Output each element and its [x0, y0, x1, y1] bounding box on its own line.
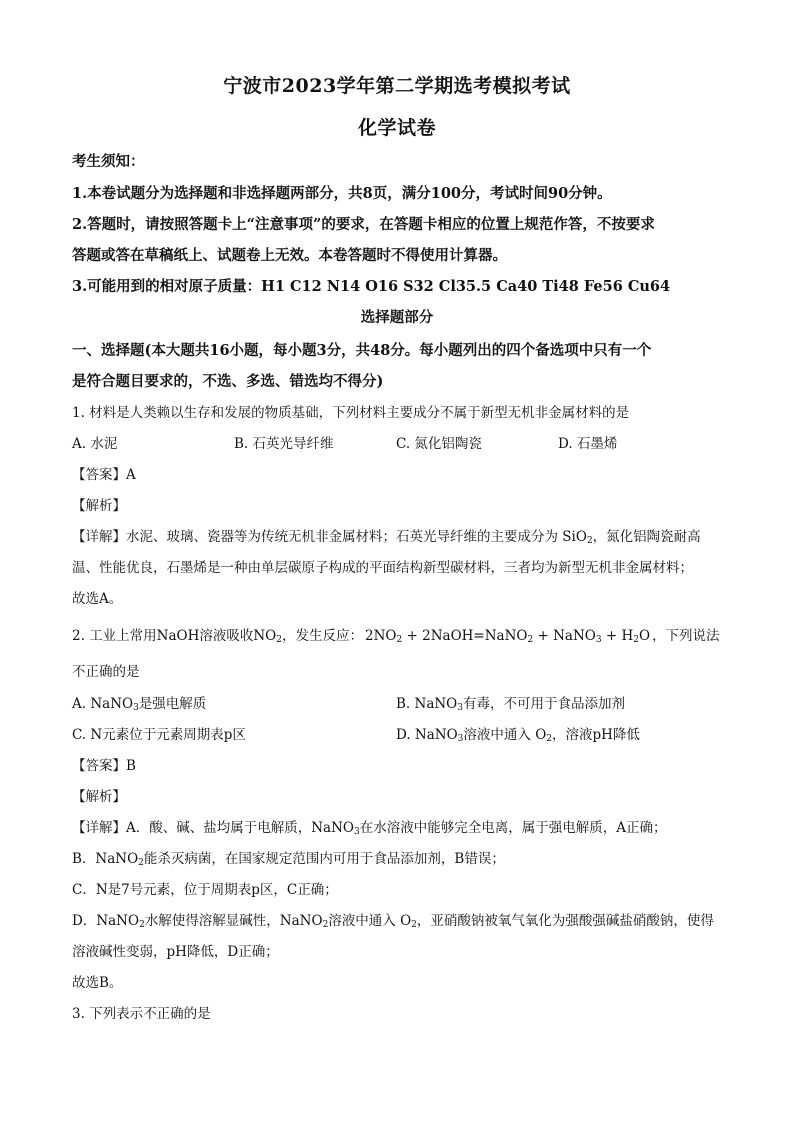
notice-line-2: 2.答题时，请按照答题卡上“注意事项”的要求，在答题卡相应的位置上规范作答，不按要求 [72, 216, 655, 233]
q2-equation: $2NO_2$ + 2NaOH=NaNO$_2$ + NaNO$_3$ + $H_2O$ [365, 628, 651, 645]
notice-line-2b: 答题或答在草稿纸上、试题卷上无效。本卷答题时不得使用计算器。 [72, 247, 507, 264]
q2-option-b: B. NaNO$_3$有毒，不可用于食品添加剂 [396, 696, 625, 713]
q2-detail-d-2: 溶液碱性变弱，pH降低，D正确； [72, 944, 279, 960]
q1-option-d: D. 石墨烯 [558, 436, 618, 452]
q2-stem: 2. 工业上常用NaOH溶液吸收$NO_2$，发生反应： $2NO_2$ + 2NaOH=NaNO$_2$ + NaNO$_3$ + $H_2O$ ，下列说法 [72, 628, 720, 645]
q1-detail-1: 【详解】水泥、玻璃、瓷器等为传统无机非金属材料；石英光导纤维的主要成分为 SiO$_2$，氮化铝陶瓷耐高 [72, 529, 701, 546]
section-desc-2: 是符合题目要求的，不选、多选、错选均不得分) [72, 373, 384, 390]
q2-option-d: D. NaNO$_3$溶液中通入 $O_2$，溶液pH降低 [396, 727, 640, 744]
q1-option-a: A. 水泥 [72, 436, 118, 452]
notice-line-3: 3.可能用到的相对原子质量：H1 C12 N14 O16 S32 Cl35.5 Ca40 Ti48 Fe56 Cu64 [72, 278, 671, 295]
q2-detail-d: D．NaNO$_2$水解使得溶解显碱性，NaNO$_2$溶液中通入 $O_2$，亚硝酸钠被氧气氧化为强酸强碱盐硝酸钠，使得 [72, 913, 714, 930]
q1-analysis-label: 【解析】 [72, 498, 126, 514]
q2-analysis-label: 【解析】 [72, 789, 126, 805]
notice-line-1: 1.本卷试题分为选择题和非选择题两部分，共8页，满分100分，考试时间90分钟。 [72, 185, 612, 202]
q2-stem-2: 不正确的是 [72, 664, 140, 680]
q2-detail-c: C．N是7号元素，位于周期表p区，C正确； [72, 882, 338, 898]
q2-option-c: C. N元素位于元素周期表p区 [72, 727, 246, 743]
q1-detail-2: 温、性能优良，石墨烯是一种由单层碳原子构成的平面结构新型碳材料，三者均为新型无机非金属材料； [72, 560, 693, 576]
page-title: 宁波市2023学年第二学期选考模拟考试 [223, 75, 571, 97]
q1-option-b: B. 石英光导纤维 [234, 436, 334, 452]
q1-stem: 1. 材料是人类赖以生存和发展的物质基础，下列材料主要成分不属于新型无机非金属材料的是 [72, 405, 630, 421]
q1-detail-3: 故选A。 [72, 591, 123, 607]
q2-option-a: A. NaNO$_3$是强电解质 [72, 696, 207, 713]
page-subtitle: 化学试卷 [357, 117, 436, 139]
notice-heading: 考生须知： [72, 153, 145, 170]
q3-stem: 3. 下列表示不正确的是 [72, 1006, 211, 1022]
section-title: 选择题部分 [360, 309, 434, 326]
q2-conclusion: 故选B。 [72, 975, 123, 991]
q2-answer: 【答案】B [72, 758, 136, 774]
q1-answer: 【答案】A [72, 467, 136, 483]
section-desc-1: 一、选择题(本大题共16小题，每小题3分，共48分。每小题列出的四个备选项中只有一个 [72, 342, 652, 359]
q2-detail-a: 【详解】A．酸、碱、盐均属于电解质，NaNO$_3$在水溶液中能够完全电离，属于强电解质，A正确； [72, 820, 667, 837]
q2-detail-b: B．NaNO$_2$能杀灭病菌，在国家规定范围内可用于食品添加剂，B错误； [72, 851, 505, 868]
q1-option-c: C. 氮化铝陶瓷 [396, 436, 482, 452]
